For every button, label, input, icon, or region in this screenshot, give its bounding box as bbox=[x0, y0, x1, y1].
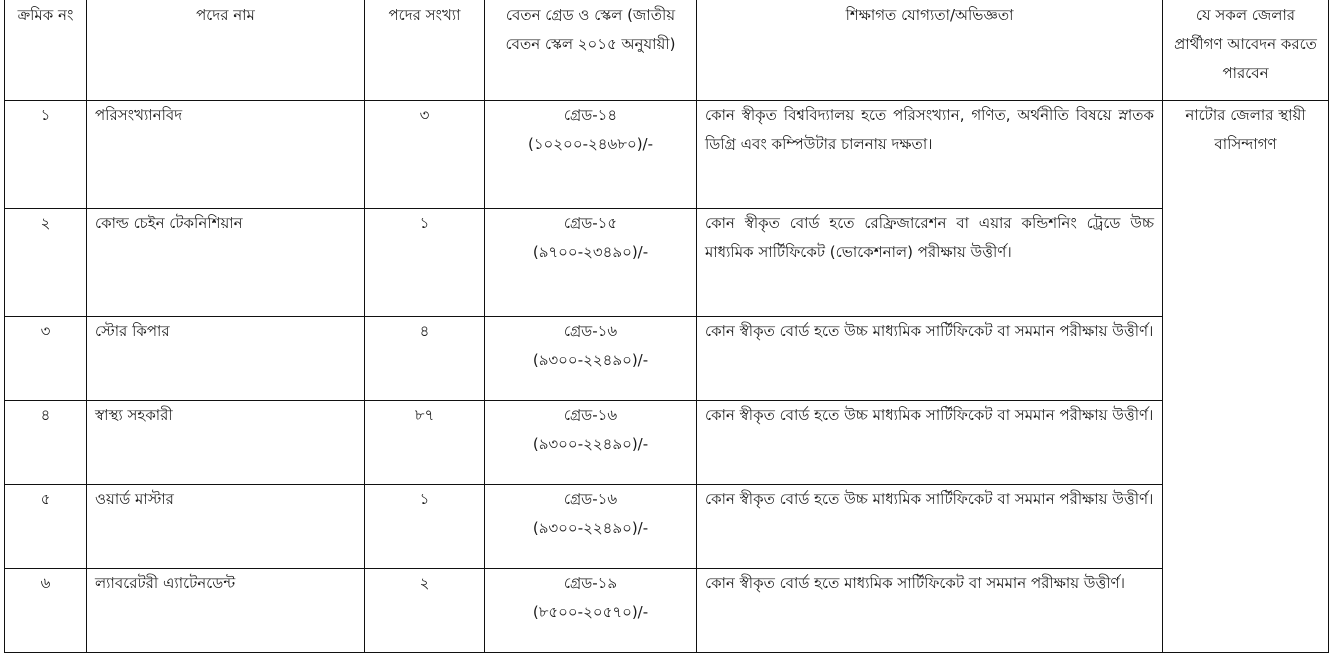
row-scale: (৯৩০০-২২৪৯০)/- bbox=[532, 351, 649, 369]
row-qualification: কোন স্বীকৃত বিশ্ববিদ্যালয় হতে পরিসংখ্যান, গণিত, অর্থনীতি বিষয়ে স্নাতক ডিগ্রি এবং কম্পিউটার চালনায় দক্ষতা। bbox=[697, 101, 1163, 209]
row-qualification: কোন স্বীকৃত বোর্ড হতে উচ্চ মাধ্যমিক সার্টিফিকেট বা সমমান পরীক্ষায় উত্তীর্ণ। bbox=[697, 401, 1163, 485]
row-qualification: কোন স্বীকৃত বোর্ড হতে রেফ্রিজারেশন বা এয়ার কন্ডিশনিং ট্রেডে উচ্চ মাধ্যমিক সার্টিফিকেট (ভোকেশনাল) পরীক্ষায় উত্তীর্ণ। bbox=[697, 209, 1163, 317]
row-scale: (৯৭০০-২৩৪৯০)/- bbox=[532, 243, 649, 261]
row-post-count: ৩ bbox=[365, 101, 485, 209]
row-qualification: কোন স্বীকৃত বোর্ড হতে মাধ্যমিক সার্টিফিকেট বা সমমান পরীক্ষায় উত্তীর্ণ। bbox=[697, 569, 1163, 653]
table-row bbox=[5, 485, 1329, 569]
table-row bbox=[5, 569, 1329, 653]
row-post-name: কোল্ড চেইন টেকনিশিয়ান bbox=[87, 209, 365, 317]
row-scale: (৯৩০০-২২৪৯০)/- bbox=[532, 435, 649, 453]
table-row bbox=[5, 101, 1329, 209]
row-pay-grade bbox=[485, 209, 697, 317]
row-post-count: ১ bbox=[365, 209, 485, 317]
row-serial: ৪ bbox=[5, 401, 87, 485]
row-qualification: কোন স্বীকৃত বোর্ড হতে উচ্চ মাধ্যমিক সার্টিফিকেট বা সমমান পরীক্ষায় উত্তীর্ণ। bbox=[697, 485, 1163, 569]
header-post-count: পদের সংখ্যা bbox=[365, 0, 485, 101]
row-grade: গ্রেড-১৬ bbox=[563, 406, 618, 424]
row-post-count: ৪ bbox=[365, 317, 485, 401]
row-qualification: কোন স্বীকৃত বোর্ড হতে উচ্চ মাধ্যমিক সার্টিফিকেট বা সমমান পরীক্ষায় উত্তীর্ণ। bbox=[697, 317, 1163, 401]
header-post-name: পদের নাম bbox=[87, 0, 365, 101]
row-pay-grade bbox=[485, 101, 697, 209]
row-scale: (৮৫০০-২০৫৭০)/- bbox=[532, 603, 649, 621]
row-pay-grade bbox=[485, 485, 697, 569]
header-pay-grade: বেতন গ্রেড ও স্কেল (জাতীয় বেতন স্কেল ২০১৫ অনুযায়ী) bbox=[485, 0, 697, 101]
row-grade: গ্রেড-১৪ bbox=[563, 106, 618, 124]
row-post-count: ১ bbox=[365, 485, 485, 569]
row-serial: ৩ bbox=[5, 317, 87, 401]
row-grade: গ্রেড-১৫ bbox=[563, 214, 618, 232]
row-scale: (৯৩০০-২২৪৯০)/- bbox=[532, 519, 649, 537]
row-serial: ৫ bbox=[5, 485, 87, 569]
row-post-name: ল্যাবরেটরী এ্যাটেনডেন্ট bbox=[87, 569, 365, 653]
table-row bbox=[5, 401, 1329, 485]
row-pay-grade bbox=[485, 401, 697, 485]
table-header-row bbox=[5, 0, 1329, 101]
row-scale: (১০২০০-২৪৬৮০)/- bbox=[527, 135, 654, 153]
header-serial: ক্রমিক নং bbox=[5, 0, 87, 101]
row-grade: গ্রেড-১৬ bbox=[563, 322, 618, 340]
row-grade: গ্রেড-১৯ bbox=[563, 574, 618, 592]
row-post-count: ২ bbox=[365, 569, 485, 653]
row-pay-grade bbox=[485, 317, 697, 401]
row-serial: ১ bbox=[5, 101, 87, 209]
row-serial: ৬ bbox=[5, 569, 87, 653]
row-post-name: স্টোর কিপার bbox=[87, 317, 365, 401]
row-post-name: পরিসংখ্যানবিদ bbox=[87, 101, 365, 209]
row-post-name: ওয়ার্ড মাস্টার bbox=[87, 485, 365, 569]
eligible-districts-cell: নাটোর জেলার স্থায়ী বাসিন্দাগণ bbox=[1163, 101, 1329, 653]
header-districts: যে সকল জেলার প্রার্থীগণ আবেদন করতে পারবেন bbox=[1163, 0, 1329, 101]
header-qualification: শিক্ষাগত যোগ্যতা/অভিজ্ঞতা bbox=[697, 0, 1163, 101]
row-post-name: স্বাস্থ্য সহকারী bbox=[87, 401, 365, 485]
row-grade: গ্রেড-১৬ bbox=[563, 490, 618, 508]
row-pay-grade bbox=[485, 569, 697, 653]
row-post-count: ৮৭ bbox=[365, 401, 485, 485]
row-serial: ২ bbox=[5, 209, 87, 317]
job-vacancy-table bbox=[4, 0, 1329, 653]
table-row bbox=[5, 317, 1329, 401]
table-row bbox=[5, 209, 1329, 317]
